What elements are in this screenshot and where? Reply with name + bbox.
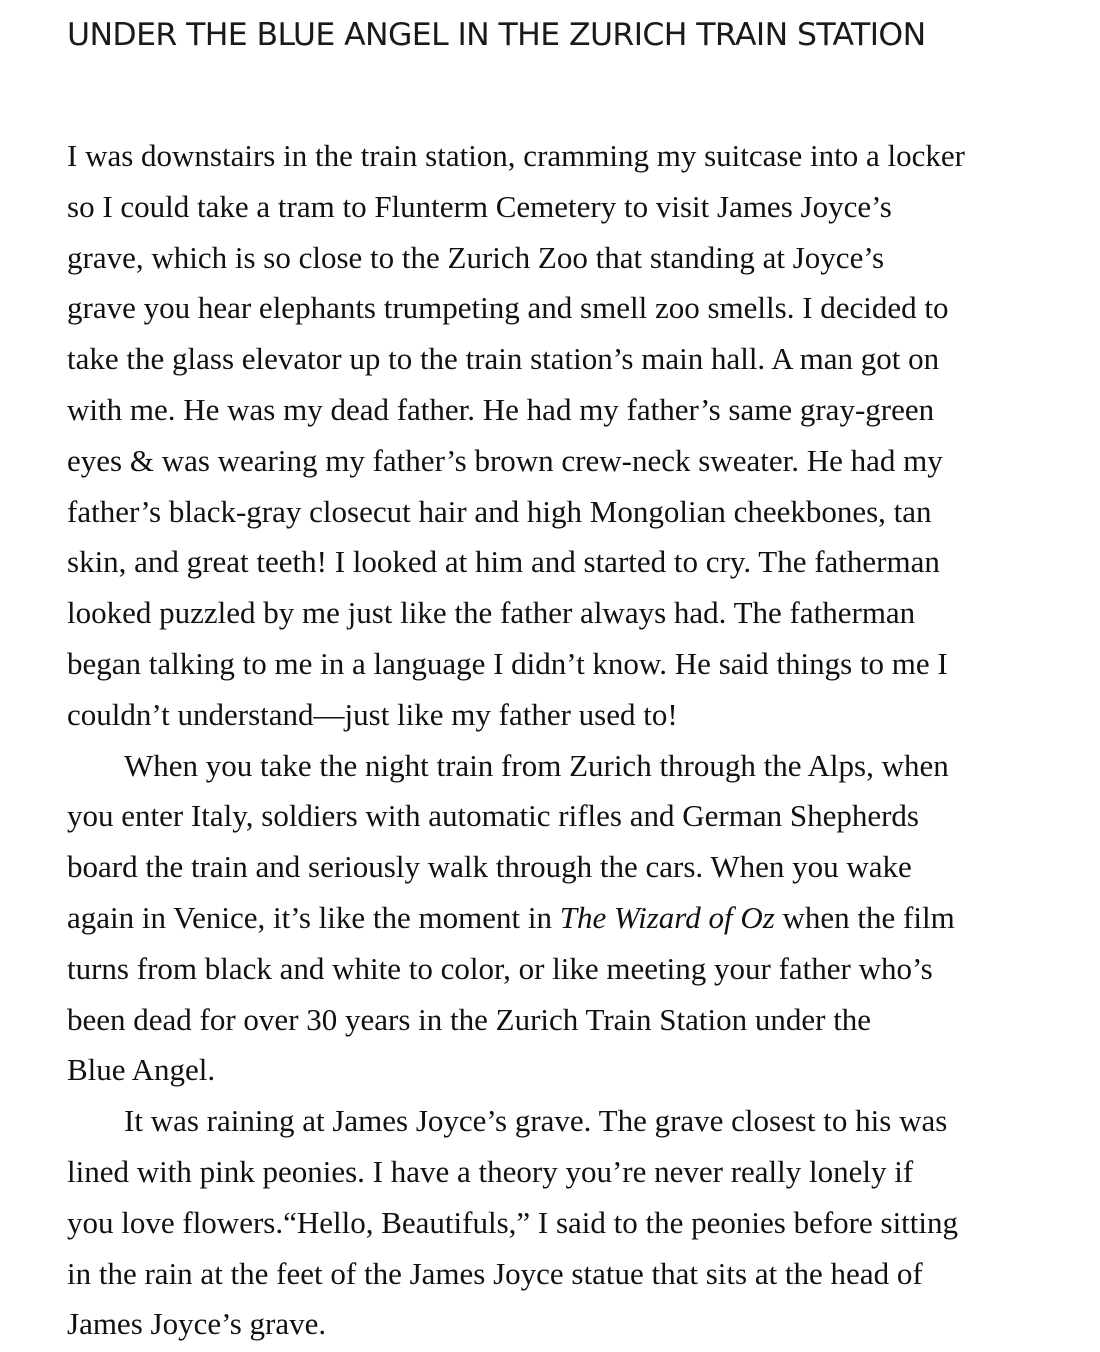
text-line: It was raining at James Joyce’s grave. The grave closest to his was — [124, 1103, 948, 1139]
text-line: When you take the night train from Zurich through the Alps, when — [124, 747, 949, 783]
text-fragment: when the film — [774, 899, 955, 935]
italic-film-title: The Wizard of Oz — [559, 899, 775, 935]
text-line: I was downstairs in the train station, cramming my suitcase into a locker — [67, 138, 965, 173]
text-line: eyes & was wearing my father’s brown crew-neck sweater. He had my — [67, 442, 943, 478]
text-line: been dead for over 30 years in the Zurich Train Station under the — [67, 1001, 872, 1037]
text-line: grave you hear elephants trumpeting and smell zoo smells. I decided to — [67, 290, 949, 326]
text-line: with me. He was my dead father. He had my father’s same gray-green — [67, 391, 935, 427]
paragraph-3 — [67, 1096, 1042, 1350]
text-line: take the glass elevator up to the train station’s main hall. A man got on — [67, 341, 940, 377]
text-line: turns from black and white to color, or like meeting your father who’s — [67, 950, 933, 986]
page-title: UNDER THE BLUE ANGEL IN THE ZURICH TRAIN STATION — [67, 17, 926, 53]
text-line: you love flowers.“Hello, Beautifuls,” I said to the peonies before sitting — [67, 1204, 959, 1240]
paragraph-1 — [67, 131, 1042, 741]
text-line: you enter Italy, soldiers with automatic rifles and German Shepherds — [67, 798, 919, 834]
text-line-with-italic — [67, 893, 1042, 944]
text-line: father’s black-gray closecut hair and high Mongolian cheekbones, tan — [67, 493, 932, 529]
text-line: in the rain at the feet of the James Joyce statue that sits at the head of — [67, 1255, 923, 1291]
text-line: Blue Angel. — [67, 1052, 216, 1088]
text-line: lined with pink peonies. I have a theory you’re never really lonely if — [67, 1153, 914, 1189]
paragraph-2 — [67, 741, 1042, 1097]
text-line: board the train and seriously walk through the cars. When you wake — [67, 849, 912, 885]
text-fragment: again in Venice, it’s like the moment in — [67, 899, 560, 935]
document-page — [67, 0, 1042, 1350]
text-line: James Joyce’s grave. — [67, 1306, 327, 1342]
text-line: looked puzzled by me just like the father always had. The fatherman — [67, 595, 916, 631]
text-line: grave, which is so close to the Zurich Zoo that standing at Joyce’s — [67, 239, 885, 275]
text-line: so I could take a tram to Flunterm Cemetery to visit James Joyce’s — [67, 188, 892, 224]
text-line: couldn’t understand—just like my father used to! — [67, 696, 678, 732]
text-line: began talking to me in a language I didn’t know. He said things to me I — [67, 645, 948, 681]
text-line: skin, and great teeth! I looked at him and started to cry. The fatherman — [67, 544, 940, 580]
body-text — [67, 131, 1042, 1350]
